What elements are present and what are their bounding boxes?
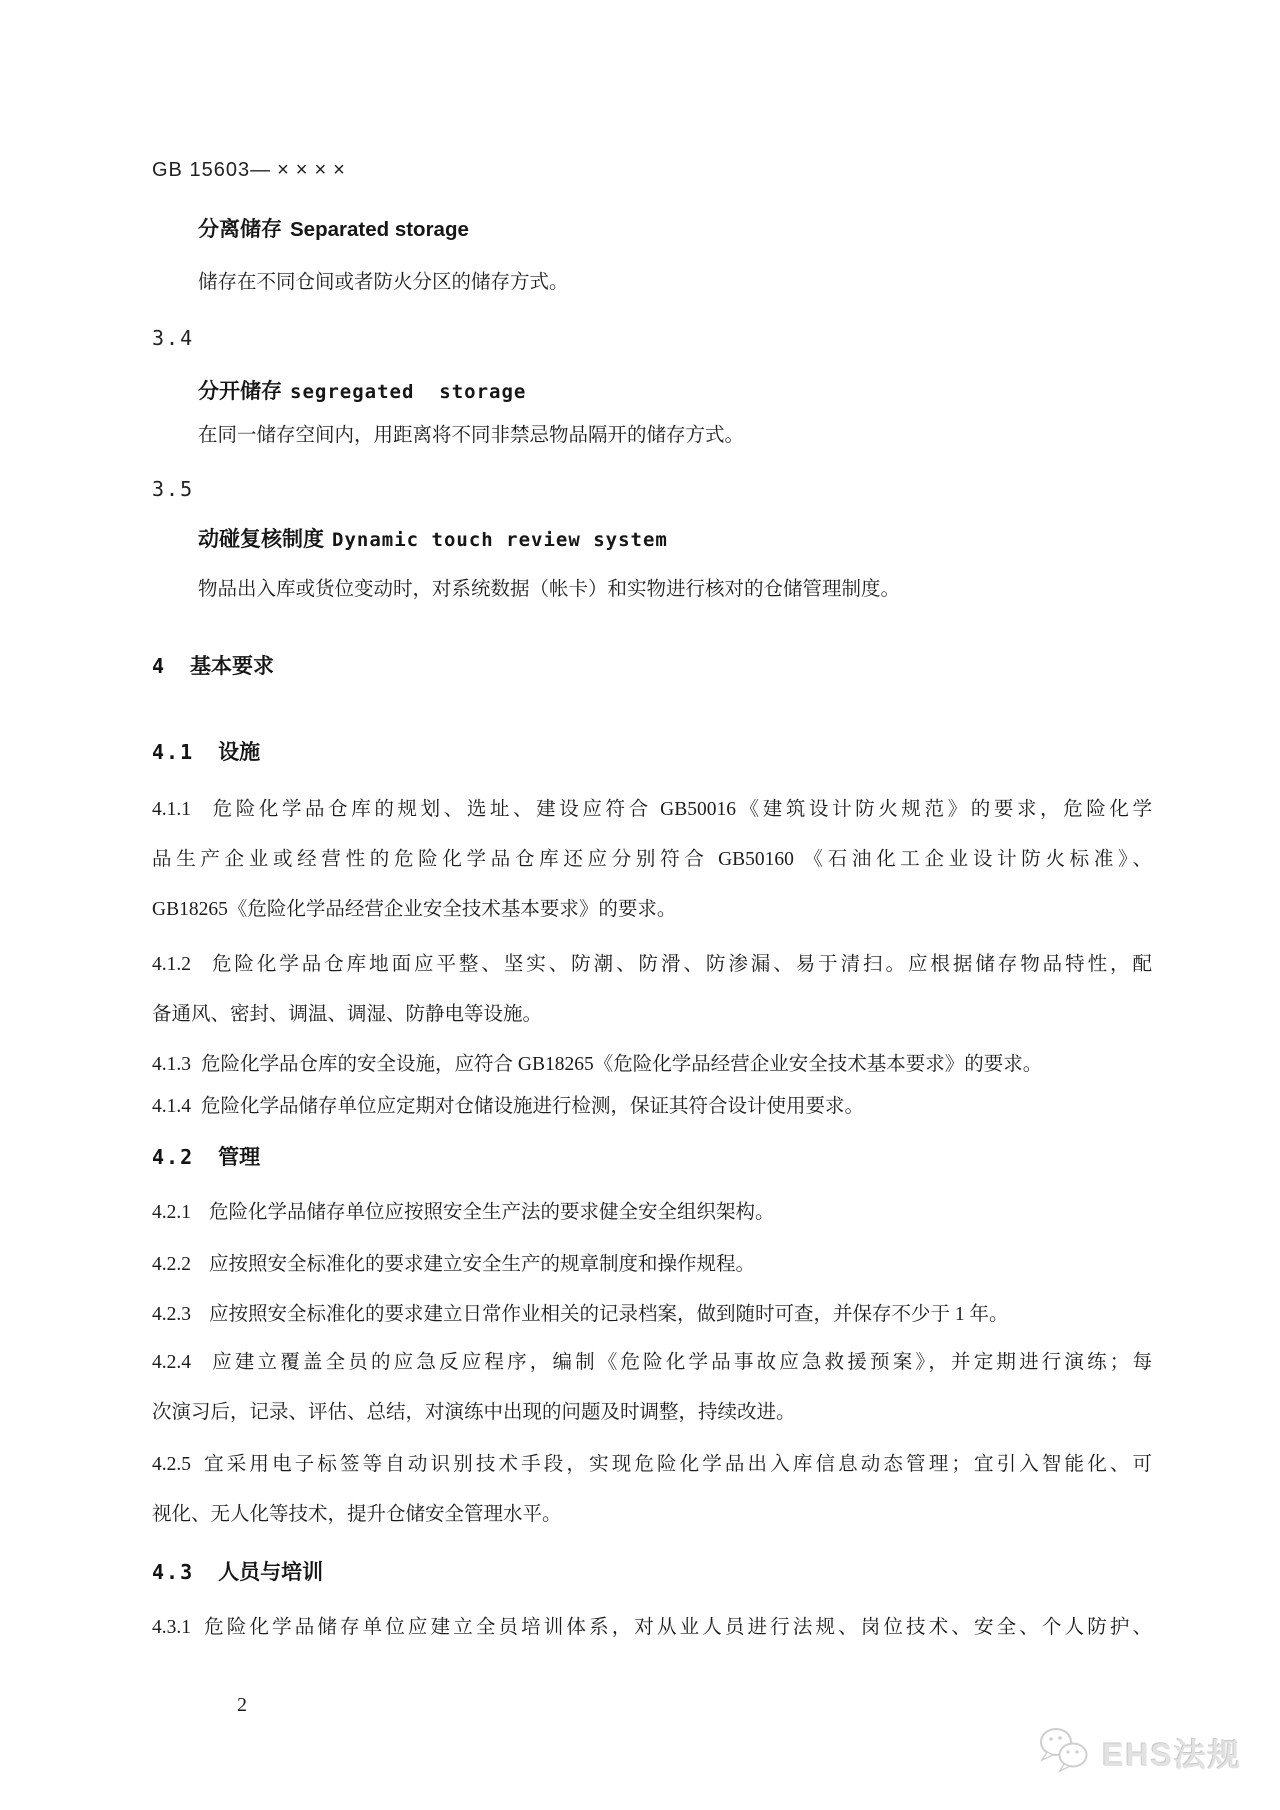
term-heading-segregated-storage — [152, 367, 1152, 417]
section-heading-4-1 — [152, 727, 1152, 777]
clause-line — [152, 940, 1152, 990]
term-zh: 分开储存 — [198, 380, 282, 403]
clause-4-2-5 — [152, 1440, 1152, 1540]
clause-text: 危险化学品仓库的安全设施，应符合 GB18265《危险化学品经营企业安全技术基本要求》的要求。 — [201, 1054, 1043, 1075]
section-title: 设施 — [218, 741, 261, 764]
clause-text: 危险化学品仓库地面应平整、坚实、防潮、防滑、防渗漏、易于清扫。应根据储存物品特性，配 — [209, 954, 1152, 975]
term-number-3-5: 3.5 — [152, 477, 195, 501]
clause-line — [152, 1338, 1152, 1388]
clause-4-1-2 — [152, 940, 1152, 1040]
watermark — [1036, 1726, 1242, 1779]
clause-line: 次演习后，记录、评估、总结，对演练中出现的问题及时调整，持续改进。 — [152, 1402, 796, 1423]
clause-number: 4.2.1 — [152, 1202, 191, 1223]
term-en: Separated storage — [290, 218, 469, 241]
clause-4-2-1 — [152, 1188, 1152, 1238]
section-title: 人员与培训 — [218, 1561, 324, 1584]
term-en: segregated storage — [290, 381, 527, 403]
clause-line — [152, 785, 1152, 835]
document-header — [152, 145, 1152, 195]
clause-4-1-1 — [152, 785, 1152, 935]
term-number-3-4: 3.4 — [152, 326, 195, 350]
term-zh: 动碰复核制度 — [198, 528, 324, 551]
chapter-title: 基本要求 — [190, 655, 275, 678]
watermark-label: EHS法规 — [1102, 1736, 1242, 1773]
term-heading-dynamic-touch-review — [152, 515, 1152, 565]
section-heading-4-3 — [152, 1547, 1152, 1597]
section-heading-4-2 — [152, 1132, 1152, 1182]
standard-year-placeholder: —×××× — [250, 159, 352, 181]
clause-number: 4.1.2 — [152, 954, 191, 975]
wechat-icon — [1036, 1726, 1092, 1779]
clause-text: 危险化学品储存单位应定期对仓储设施进行检测，保证其符合设计使用要求。 — [201, 1096, 865, 1117]
chapter-heading-4 — [152, 641, 1152, 691]
clause-line: 视化、无人化等技术，提升仓储安全管理水平。 — [152, 1504, 562, 1525]
document-content — [152, 0, 1152, 1730]
clause-line: GB18265《危险化学品经营企业安全技术基本要求》的要求。 — [152, 899, 677, 920]
section-number: 4.3 — [152, 1560, 195, 1584]
term-zh: 分离储存 — [198, 218, 282, 241]
clause-line: 品生产企业或经营性的危险化学品仓库还应分别符合 GB50160 《石油化工企业设计防火标准》、 — [152, 849, 1152, 870]
clause-number: 4.2.4 — [152, 1352, 191, 1373]
clause-text: 应按照安全标准化的要求建立日常作业相关的记录档案，做到随时可查，并保存不少于 1 年。 — [209, 1304, 1009, 1325]
clause-number: 4.1.1 — [152, 799, 191, 820]
term-en: Dynamic touch review system — [332, 529, 668, 551]
clause-text: 应建立覆盖全员的应急反应程序，编制《危险化学品事故应急救援预案》，并定期进行演练；每 — [209, 1352, 1152, 1373]
standard-code: GB 15603 — [152, 159, 251, 181]
page-number: 2 — [237, 1694, 247, 1716]
term-definition: 物品出入库或货位变动时，对系统数据（帐卡）和实物进行核对的仓储管理制度。 — [198, 579, 901, 600]
term-definition: 储存在不同仓间或者防火分区的储存方式。 — [198, 272, 569, 293]
clause-4-3-1 — [152, 1603, 1152, 1653]
clause-line — [152, 1440, 1152, 1490]
section-number: 4.1 — [152, 740, 195, 764]
clause-number: 4.2.3 — [152, 1304, 191, 1325]
term-heading-separated-storage — [152, 205, 1152, 255]
clause-text: 应按照安全标准化的要求建立安全生产的规章制度和操作规程。 — [209, 1254, 756, 1275]
clause-text: 危险化学品储存单位应建立全员培训体系，对从业人员进行法规、岗位技术、安全、个人防护、 — [201, 1617, 1152, 1638]
clause-number: 4.3.1 — [152, 1617, 191, 1638]
clause-text: 危险化学品仓库的规划、选址、建设应符合 GB50016《建筑设计防火规范》的要求，危险化学 — [209, 799, 1152, 820]
clause-text: 危险化学品储存单位应按照安全生产法的要求健全安全组织架构。 — [209, 1202, 775, 1223]
term-definition: 在同一储存空间内，用距离将不同非禁忌物品隔开的储存方式。 — [198, 425, 745, 446]
clause-number: 4.1.4 — [152, 1096, 191, 1117]
clause-number: 4.1.3 — [152, 1054, 191, 1075]
chapter-number: 4 — [152, 654, 167, 678]
section-number: 4.2 — [152, 1145, 195, 1169]
clause-4-2-3 — [152, 1290, 1152, 1340]
clause-4-2-4 — [152, 1338, 1152, 1438]
clause-line: 备通风、密封、调温、调湿、防静电等设施。 — [152, 1004, 543, 1025]
clause-text: 宜采用电子标签等自动识别技术手段，实现危险化学品出入库信息动态管理；宜引入智能化、可 — [201, 1454, 1152, 1475]
clause-4-2-2 — [152, 1240, 1152, 1290]
section-title: 管理 — [218, 1146, 261, 1169]
clause-number: 4.2.2 — [152, 1254, 191, 1275]
clause-number: 4.2.5 — [152, 1454, 191, 1475]
